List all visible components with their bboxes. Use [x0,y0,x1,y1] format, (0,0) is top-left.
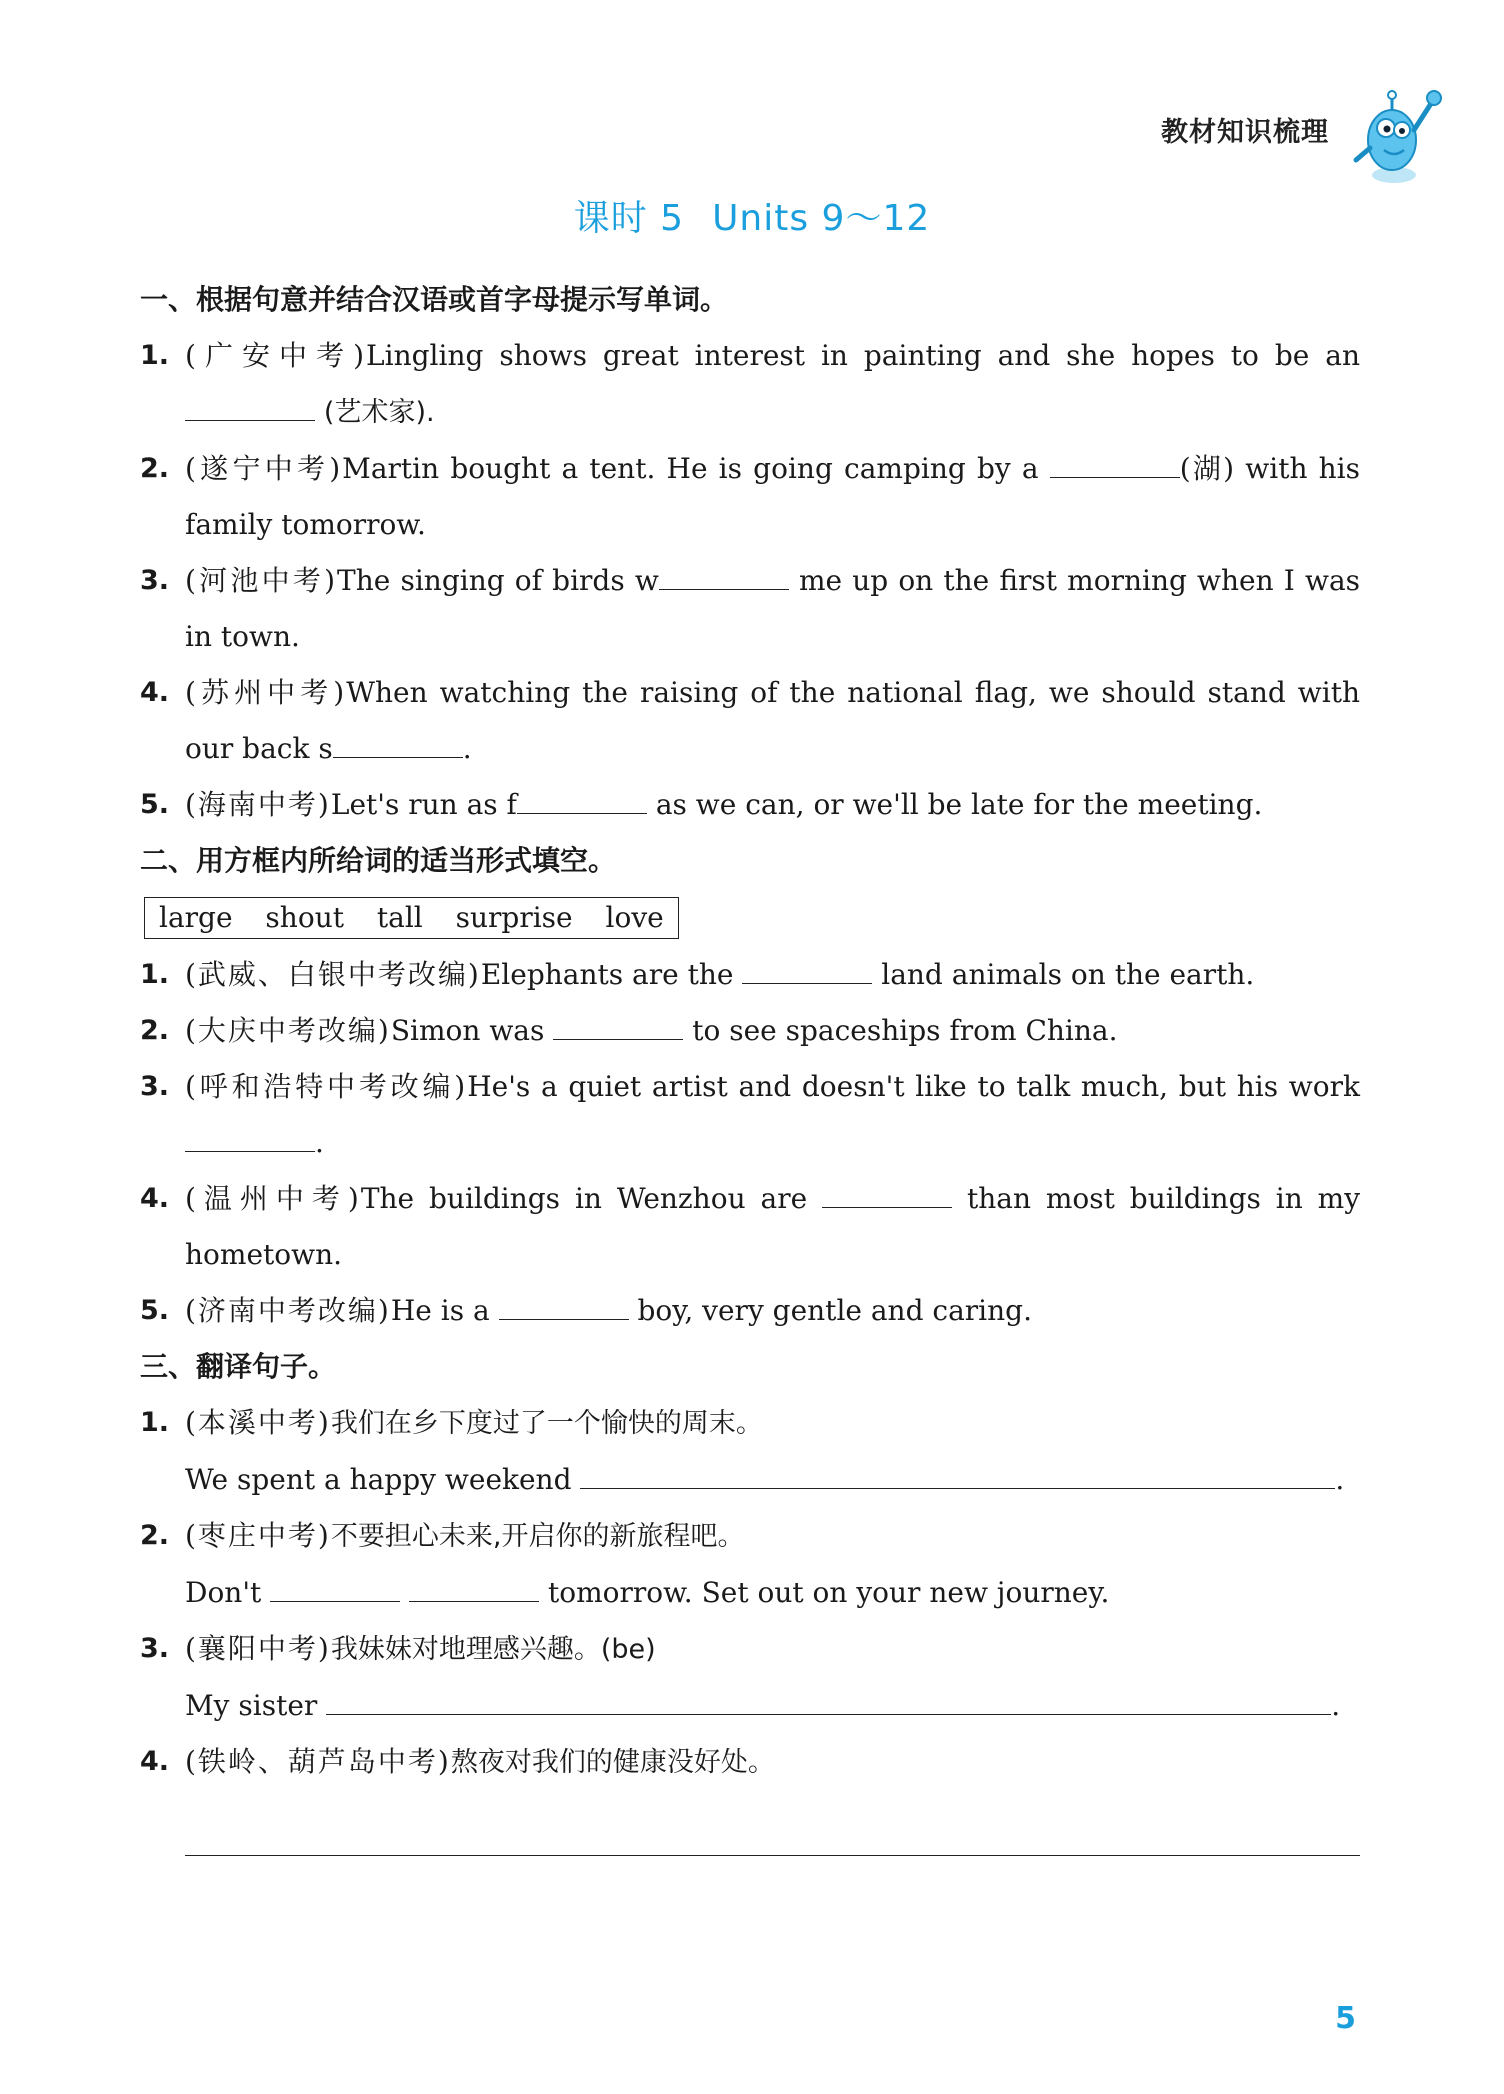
answer-blank[interactable] [326,1686,1331,1715]
s2-question-3: 3. (呼和浩特中考改编)He's a quiet artist and doesn't like to talk much, but his work . [140,1070,1360,1159]
question-source: (河池中考) [185,564,338,597]
question-source: (呼和浩特中考改编) [185,1070,468,1103]
s1-question-4: 4. (苏州中考)When watching the raising of the national flag, we should stand with our back s . [140,676,1360,765]
question-source: (济南中考改编) [185,1294,391,1327]
section-3-heading: 三、翻译句子。 [140,1350,337,1383]
s3-answer-3: My sister . [140,1678,1360,1734]
s3-question-1: 1. (本溪中考)我们在乡下度过了一个愉快的周末。 [140,1406,763,1439]
s1-question-2: 2. (遂宁中考)Martin bought a tent. He is going camping by a (湖) with his family tomorrow. [140,441,1360,553]
answer-blank[interactable] [185,1123,315,1152]
s1-question-3: 3. (河池中考)The singing of birds w me up on the first morning when I was in town. [140,553,1360,665]
section-1-heading: 一、根据句意并结合汉语或首字母提示写单词。 [140,283,729,316]
answer-blank[interactable] [185,392,315,421]
s3-answer-2: Don't tomorrow. Set out on your new journey. [140,1565,1360,1621]
question-source: (本溪中考) [185,1406,331,1439]
s3-question-2: 2. (枣庄中考)不要担心未来,开启你的新旅程吧。 [140,1519,745,1552]
answer-blank[interactable] [822,1179,952,1208]
s3-question-3: 3. (襄阳中考)我妹妹对地理感兴趣。(be) [140,1632,656,1665]
answer-blank[interactable] [742,955,872,984]
answer-blank[interactable] [499,1291,629,1320]
lesson-title [0,190,1504,241]
question-source: (襄阳中考) [185,1632,331,1665]
question-source: (遂宁中考) [185,452,343,485]
question-source: (武威、白银中考改编) [185,958,481,991]
word-box: large shout tall surprise love [144,897,679,939]
answer-blank[interactable] [580,1460,1335,1489]
robot-mascot-icon [1344,80,1454,190]
page-number: 5 [1335,2001,1356,2036]
s2-question-2: 2. (大庆中考改编)Simon was to see spaceships from China. [140,1003,1360,1059]
s2-question-4: 4. (温州中考)The buildings in Wenzhou are than most buildings in my hometown. [140,1171,1360,1283]
lesson-number: 课时 5 [573,198,685,239]
s3-answer-1: We spent a happy weekend . [140,1452,1360,1508]
exercise-content [140,272,1360,1856]
question-source: (大庆中考改编) [185,1014,391,1047]
answer-blank[interactable] [553,1011,683,1040]
section-2-heading: 二、用方框内所给词的适当形式填空。 [140,844,617,877]
answer-line[interactable] [185,1855,1360,1856]
question-source: (枣庄中考) [185,1519,331,1552]
s2-question-1: 1. (武威、白银中考改编)Elephants are the land animals on the earth. [140,947,1360,1003]
answer-blank[interactable] [409,1573,539,1602]
question-source: (苏州中考) [185,676,347,709]
answer-blank[interactable] [333,729,463,758]
lesson-units: Units 9～12 [712,198,931,239]
question-source: (铁岭、葫芦岛中考) [185,1745,451,1778]
answer-blank[interactable] [1050,449,1180,478]
s1-question-1: 1. (广安中考)Lingling shows great interest in painting and she hopes to be an (艺术家). [140,339,1360,428]
s3-question-4: 4. (铁岭、葫芦岛中考)熬夜对我们的健康没好处。 [140,1745,775,1778]
s1-question-5: 5. (海南中考)Let's run as f as we can, or we'll be late for the meeting. [140,777,1360,833]
answer-blank[interactable] [659,561,789,590]
s2-question-5: 5. (济南中考改编)He is a boy, very gentle and caring. [140,1283,1360,1339]
header-title: 教材知识梳理 [1161,117,1329,148]
answer-blank[interactable] [517,785,647,814]
question-source: (广安中考) [185,339,367,372]
question-source: (海南中考) [185,788,331,821]
answer-blank[interactable] [270,1573,400,1602]
question-source: (温州中考) [185,1182,361,1215]
